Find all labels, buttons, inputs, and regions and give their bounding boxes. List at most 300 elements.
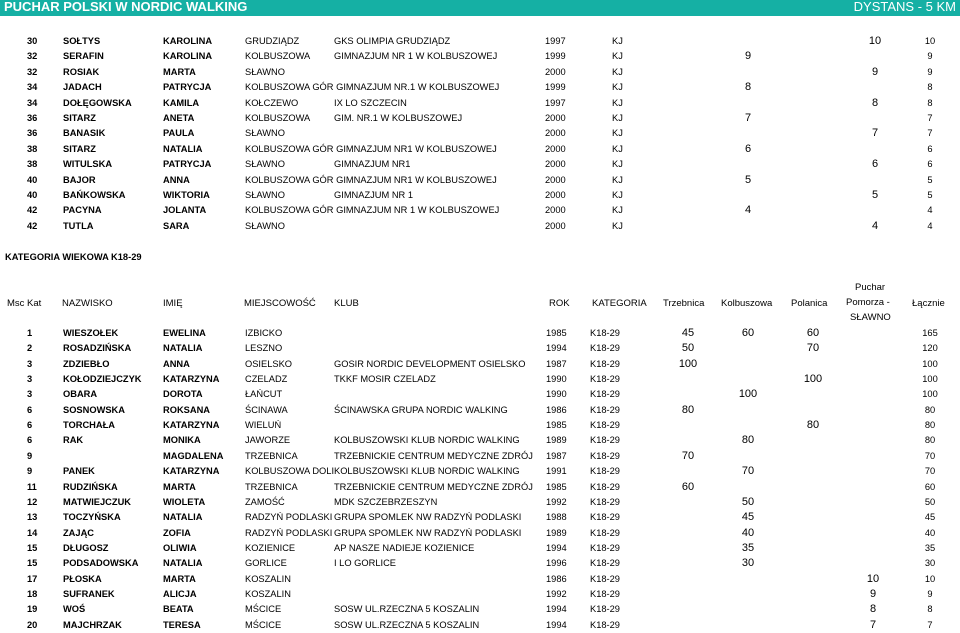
cell-miejsc: ŁAŃCUT [245,389,283,400]
table-row [0,510,960,525]
cell-pol: 60 [806,327,820,339]
cell-miejsc: KOZIENICE [245,542,296,553]
cell-nazwisko: DOŁĘGOWSKA [63,97,132,108]
cell-kol: 6 [744,142,752,155]
cell-puc: 8 [871,96,879,109]
header-lacznie: Łącznie [912,298,945,309]
cell-miejsc: KOLBUSZOWA GÓR GIMNAZJUM NR.1 W KOLBUSZOWEJ [245,82,500,93]
cell-puc: 7 [869,618,877,631]
cell-msc: 36 [27,113,38,123]
cell-kat: KJ [612,97,623,108]
cell-msc: 32 [27,51,38,62]
cell-msc: 34 [27,97,38,108]
cell-imie: NATALIA [163,512,203,523]
cell-laczne: 8 [927,97,933,108]
header-puchar-1: Puchar [855,282,886,293]
cell-kat: K18-29 [590,512,620,523]
cell-laczne: 100 [922,389,938,400]
cell-kat: K18-29 [590,328,620,338]
cell-kol: 40 [741,526,755,539]
cell-nazwisko: PANEK [63,466,95,477]
cell-miejsc: TRZEBNICA [245,450,298,461]
table-row [0,602,960,617]
cell-kol: 35 [741,541,755,554]
section-title: KATEGORIA WIEKOWA K18-29 [5,252,142,262]
table-row [0,173,960,188]
cell-imie: JOLANTA [163,205,207,216]
cell-kol: 4 [744,204,752,217]
cell-rok: 2000 [545,190,566,200]
table-row [0,142,960,157]
cell-nazwisko: SOŁTYS [63,36,101,46]
cell-miejsc: MŚCICE [245,604,282,615]
cell-miejsc: KOŁCZEWO [245,97,299,108]
cell-msc: 38 [27,143,38,154]
cell-imie: WIOLETA [163,496,206,507]
cell-rok: 2000 [545,205,566,216]
cell-msc: 15 [27,542,38,553]
header-trzebnica: Trzebnica [663,298,705,309]
cell-msc: 40 [27,174,38,185]
cell-kat: K18-29 [590,374,620,385]
cell-laczne: 70 [924,450,936,461]
cell-nazwisko: SITARZ [63,113,96,123]
cell-miejsc: SŁAWNO [245,128,285,139]
header-kolbuszowa: Kolbuszowa [721,298,773,309]
cell-kat: K18-29 [590,450,620,461]
cell-klub: GIMNAZJUM NR 1 [334,190,414,200]
cell-laczne: 40 [924,527,936,538]
cell-trz: 50 [681,342,695,355]
cell-nazwisko: WITULSKA [63,159,113,170]
cell-miejsc: KOSZALIN [245,588,291,599]
cell-kat: K18-29 [590,527,620,538]
cell-laczne: 8 [927,604,933,615]
cell-laczne: 35 [924,542,936,553]
cell-klub: IX LO SZCZECIN [334,97,407,108]
cell-trz: 70 [681,449,695,462]
cell-rok: 1985 [546,328,567,338]
cell-rok: 1990 [546,374,567,385]
cell-miejsc: KOLBUSZOWA GÓR GIMNAZJUM NR 1 W KOLBUSZOWEJ [245,205,500,216]
table-row [0,65,960,80]
cell-kol: 100 [738,388,758,401]
header-puchar-2: Pomorza - [846,297,890,308]
cell-miejsc: GORLICE [245,558,287,569]
cell-kat: K18-29 [590,604,620,615]
cell-laczne: 10 [924,36,936,46]
table-row [0,572,960,587]
header-polanica: Polanica [791,298,828,309]
cell-klub: TRZEBNICKIE CENTRUM MEDYCZNE ZDRÓJ [334,450,533,461]
cell-klub: TKKF MOSIR CZELADZ [334,374,436,385]
cell-kol: 80 [741,434,755,447]
table-row [0,188,960,203]
header-msc: Msc Kat [7,298,42,309]
cell-miejsc: IZBICKO [245,328,283,338]
header-rok: ROK [549,298,570,309]
cell-kol: 8 [744,81,752,94]
cell-kol: 9 [744,50,752,63]
cell-imie: MAGDALENA [163,450,224,461]
cell-kat: KJ [612,36,623,46]
table-row [0,418,960,433]
page-header [0,0,960,16]
cell-kat: KJ [612,51,623,62]
cell-kat: KJ [612,128,623,139]
cell-nazwisko: SERAFIN [63,51,104,62]
table-row [0,49,960,64]
table-row [0,203,960,218]
cell-miejsc: MŚCICE [245,619,282,630]
cell-kat: K18-29 [590,542,620,553]
cell-nazwisko: ZAJĄC [63,527,94,538]
cell-nazwisko: RAK [63,435,84,446]
cell-msc: 3 [27,358,33,369]
cell-kol: 5 [744,173,752,186]
cell-kat: K18-29 [590,389,620,400]
cell-klub: GRUPA SPOMLEK NW RADZYŃ PODLASKI [334,512,522,523]
cell-imie: NATALIA [163,143,203,154]
table-row [0,433,960,448]
table-row [0,480,960,495]
table-row [0,219,960,234]
cell-imie: ANNA [163,174,190,185]
cell-msc: 38 [27,159,38,170]
cell-imie: BEATA [163,604,194,615]
cell-trz: 100 [678,357,698,370]
cell-nazwisko: BAŃKOWSKA [63,190,126,200]
cell-imie: EWELINA [163,328,206,338]
cell-nazwisko: ROSIAK [63,66,100,77]
cell-pol: 70 [806,342,820,355]
cell-miejsc: KOLBUSZOWA [245,113,311,123]
page-title: PUCHAR POLSKI W NORDIC WALKING [4,0,248,14]
cell-kat: KJ [612,205,623,216]
cell-laczne: 9 [927,51,933,62]
cell-klub: GIMNAZJUM NR 1 W KOLBUSZOWEJ [334,51,498,62]
cell-laczne: 60 [924,481,936,492]
cell-imie: DOROTA [163,389,203,400]
cell-rok: 1994 [546,604,567,615]
cell-klub: GIM. NR.1 W KOLBUSZOWEJ [334,113,463,123]
cell-rok: 1994 [546,542,567,553]
cell-kat: K18-29 [590,435,620,446]
cell-klub: I LO GORLICE [334,558,396,569]
cell-imie: PATRYCJA [163,159,212,170]
cell-miejsc: JAWORZE [245,435,291,446]
cell-imie: ROKSANA [163,404,211,415]
cell-imie: MONIKA [163,435,201,446]
cell-pol: 80 [806,419,820,432]
cell-laczne: 70 [924,466,936,477]
cell-laczne: 9 [927,588,933,599]
distance-label: DYSTANS - 5 KM [853,0,956,14]
cell-imie: ANETA [163,113,195,123]
cell-kat: K18-29 [590,420,620,431]
table-row [0,618,960,633]
cell-miejsc: CZELADZ [245,374,288,385]
cell-miejsc: KOSZALIN [245,573,291,584]
cell-msc: 32 [27,66,38,77]
cell-miejsc: ŚCINAWA [245,404,288,415]
cell-miejsc: KOLBUSZOWA GÓR GIMNAZJUM NR1 W KOLBUSZOWEJ [245,174,497,185]
cell-puc: 9 [871,65,879,78]
cell-msc: 2 [27,343,33,354]
cell-msc: 3 [27,374,33,385]
cell-msc: 9 [27,450,33,461]
cell-miejsc: SŁAWNO [245,220,285,231]
cell-msc: 6 [27,420,33,431]
cell-rok: 2000 [545,174,566,185]
cell-klub: GRUPA SPOMLEK NW RADZYŃ PODLASKI [334,527,522,538]
cell-kol: 70 [741,465,755,478]
cell-msc: 19 [27,604,38,615]
cell-nazwisko: ROSADZIŃSKA [63,343,132,354]
cell-msc: 6 [27,435,33,446]
cell-imie: KATARZYNA [163,420,220,431]
cell-laczne: 80 [924,420,936,431]
cell-miejsc: SŁAWNO [245,190,285,200]
cell-msc: 30 [27,36,38,46]
cell-klub: SOSW UL.RZECZNA 5 KOSZALIN [334,619,480,630]
cell-nazwisko: ZDZIEBŁO [63,358,110,369]
cell-klub: GIMNAZJUM NR1 [334,159,411,170]
cell-rok: 1988 [546,512,567,523]
cell-msc: 18 [27,588,38,599]
cell-pol: 100 [803,373,823,386]
cell-laczne: 30 [924,558,936,569]
table-row [0,157,960,172]
cell-laczne: 9 [927,66,933,77]
cell-kat: K18-29 [590,496,620,507]
table-row [0,80,960,95]
cell-imie: MARTA [163,481,196,492]
cell-rok: 2000 [545,113,566,123]
cell-nazwisko: TOCZYŃSKA [63,512,121,523]
cell-imie: TERESA [163,619,201,630]
cell-miejsc: OSIELSKO [245,358,293,369]
cell-kat: KJ [612,174,623,185]
cell-nazwisko: WOŚ [63,604,86,615]
cell-miejsc: WIELUŃ [245,420,282,431]
cell-klub: KOLBUSZOWSKI KLUB NORDIC WALKING [334,466,520,477]
cell-puc: 10 [866,572,880,585]
cell-kat: K18-29 [590,558,620,569]
cell-kat: K18-29 [590,588,620,599]
cell-nazwisko: WIESZOŁEK [63,328,119,338]
cell-imie: MARTA [163,573,196,584]
cell-laczne: 7 [927,619,933,630]
cell-kat: KJ [612,143,623,154]
cell-nazwisko: TUTLA [63,220,94,231]
cell-puc: 9 [869,587,877,600]
cell-kat: KJ [612,82,623,93]
cell-imie: ZOFIA [163,527,191,538]
cell-laczne: 7 [927,128,933,139]
cell-kat: K18-29 [590,404,620,415]
cell-klub: SOSW UL.RZECZNA 5 KOSZALIN [334,604,480,615]
cell-msc: 36 [27,128,38,139]
header-puchar-3: SŁAWNO [850,312,891,323]
table-row [0,96,960,111]
cell-kat: KJ [612,159,623,170]
cell-rok: 1987 [546,358,567,369]
table-row [0,541,960,556]
cell-nazwisko: PODSADOWSKA [63,558,139,569]
table-row [0,495,960,510]
cell-imie: PATRYCJA [163,82,212,93]
cell-kat: KJ [612,66,623,77]
header-klub: KLUB [334,298,359,309]
table-row [0,403,960,418]
cell-nazwisko: PŁOSKA [63,573,102,584]
cell-msc: 3 [27,389,33,400]
cell-nazwisko: PACYNA [63,205,102,216]
cell-msc: 12 [27,496,38,507]
cell-msc: 42 [27,205,38,216]
cell-nazwisko: BANASIK [63,128,106,139]
cell-laczne: 80 [924,435,936,446]
cell-msc: 13 [27,512,38,523]
cell-laczne: 100 [922,358,938,369]
cell-rok: 1999 [545,82,566,93]
cell-msc: 9 [27,466,33,477]
cell-imie: KAMILA [163,97,200,108]
cell-nazwisko: DŁUGOSZ [63,542,109,553]
cell-msc: 1 [27,328,33,338]
cell-laczne: 80 [924,404,936,415]
cell-miejsc: RADZYŃ PODLASKI [245,512,333,523]
cell-laczne: 4 [927,220,933,231]
cell-nazwisko: BAJOR [63,174,96,185]
cell-kol: 7 [744,112,752,124]
cell-nazwisko: SITARZ [63,143,96,154]
header-nazwisko: NAZWISKO [62,298,113,309]
cell-rok: 2000 [545,220,566,231]
cell-msc: 14 [27,527,38,538]
cell-laczne: 6 [927,159,933,170]
cell-miejsc: GRUDZIĄDZ [245,36,300,46]
cell-nazwisko: MATWIEJCZUK [63,496,131,507]
cell-nazwisko: KOŁODZIEJCZYK [63,374,142,385]
cell-miejsc: SŁAWNO [245,66,285,77]
cell-kat: K18-29 [590,573,620,584]
cell-klub: GOSIR NORDIC DEVELOPMENT OSIELSKO [334,358,526,369]
cell-laczne: 5 [927,174,933,185]
cell-kat: K18-29 [590,358,620,369]
cell-msc: 40 [27,190,38,200]
cell-imie: KATARZYNA [163,466,220,477]
cell-nazwisko: OBARA [63,389,98,400]
cell-rok: 1992 [546,496,567,507]
cell-imie: PAULA [163,128,195,139]
cell-laczne: 8 [927,82,933,93]
table-row [0,464,960,479]
cell-nazwisko: SUFRANEK [63,588,115,599]
cell-laczne: 120 [922,343,938,354]
header-miejscowosc: MIEJSCOWOŚĆ [244,298,316,309]
table-row [0,34,960,49]
cell-rok: 1985 [546,420,567,431]
cell-imie: WIKTORIA [163,190,210,200]
cell-klub: MDK SZCZEBRZESZYN [334,496,438,507]
cell-rok: 1989 [546,527,567,538]
cell-miejsc: LESZNO [245,343,283,354]
header-imie: IMIĘ [163,298,183,309]
cell-rok: 1986 [546,573,567,584]
cell-rok: 1985 [546,481,567,492]
cell-miejsc: SŁAWNO [245,159,285,170]
cell-imie: SARA [163,220,190,231]
table-row [0,387,960,402]
table-row [0,357,960,372]
cell-laczne: 45 [924,512,936,523]
cell-msc: 11 [27,481,37,492]
cell-rok: 1997 [545,36,566,46]
cell-klub: ŚCINAWSKA GRUPA NORDIC WALKING [334,404,508,415]
cell-rok: 1986 [546,404,567,415]
cell-imie: ANNA [163,358,190,369]
cell-msc: 34 [27,82,38,93]
cell-trz: 80 [681,403,695,416]
cell-kol: 30 [741,557,755,570]
cell-rok: 1990 [546,389,567,400]
table-row [0,341,960,356]
cell-kat: K18-29 [590,466,620,477]
cell-laczne: 10 [924,573,936,584]
cell-puc: 5 [871,189,879,201]
cell-rok: 1989 [546,435,567,446]
cell-miejsc: ZAMOŚĆ [245,496,285,507]
cell-laczne: 100 [922,374,938,385]
cell-trz: 60 [681,480,695,493]
cell-rok: 1994 [546,343,567,354]
cell-imie: KAROLINA [163,51,213,62]
cell-kol: 60 [741,327,755,339]
cell-laczne: 6 [927,143,933,154]
cell-rok: 2000 [545,143,566,154]
cell-kat: KJ [612,113,623,123]
cell-trz: 45 [681,327,695,339]
cell-rok: 1997 [545,97,566,108]
cell-puc: 4 [871,219,879,232]
cell-laczne: 5 [927,190,933,200]
cell-kat: K18-29 [590,619,620,630]
cell-puc: 8 [869,603,877,616]
table-row [0,556,960,571]
cell-rok: 1994 [546,619,567,630]
cell-miejsc: TRZEBNICA [245,481,298,492]
cell-rok: 1999 [545,51,566,62]
cell-laczne: 50 [924,496,936,507]
table-row [0,372,960,387]
cell-imie: ALICJA [163,588,197,599]
cell-kat: KJ [612,190,623,200]
cell-nazwisko: MAJCHRZAK [63,619,122,630]
cell-miejsc: KOLBUSZOWA [245,51,311,62]
table-row [0,111,960,126]
cell-rok: 1987 [546,450,567,461]
cell-rok: 2000 [545,159,566,170]
cell-nazwisko: SOSNOWSKA [63,404,125,415]
table-row [0,587,960,602]
header-kategoria: KATEGORIA [592,298,647,309]
cell-imie: KATARZYNA [163,374,220,385]
cell-laczne: 7 [927,113,933,123]
cell-rok: 2000 [545,128,566,139]
cell-laczne: 165 [922,328,938,338]
